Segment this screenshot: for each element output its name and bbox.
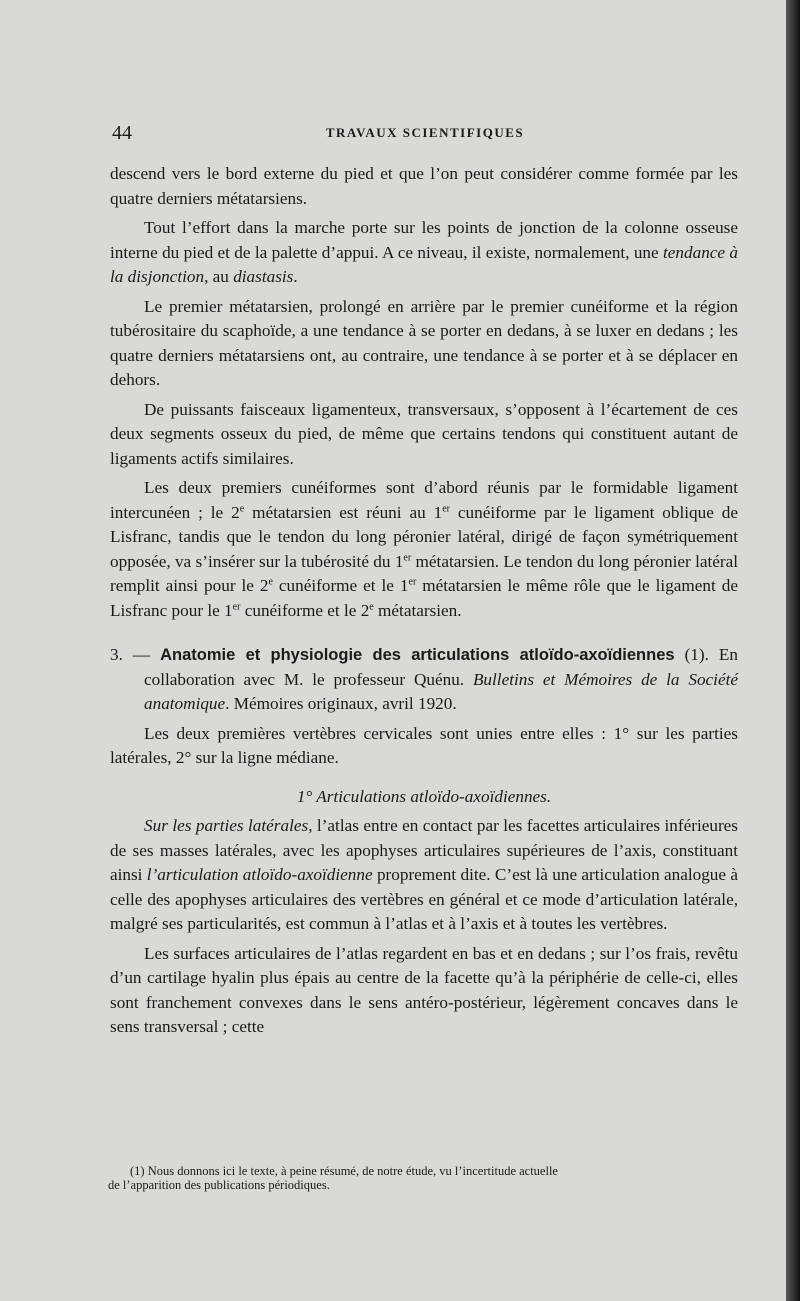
italic-run: Sur les parties latérales xyxy=(144,816,309,835)
section-heading xyxy=(110,785,738,810)
paragraph xyxy=(110,162,738,211)
page-number: 44 xyxy=(112,122,132,144)
entry-title: Anatomie et physiologie des articulations atloïdo-axoïdiennes xyxy=(160,646,675,664)
text-run: . xyxy=(546,786,552,806)
text-run: . xyxy=(293,267,298,286)
footnote-line-1: (1) Nous donnons ici le texte, à peine résumé, de notre étude, vu l’incertitude actuelle xyxy=(130,1164,558,1178)
text-run: , l’atlas entre en contact par les facettes articulaires inférieures de ses masses latérales, avec les apophyses articulaires supérieures de l’axis, constituant ainsi xyxy=(110,816,738,884)
text-run: Les deux premières vertèbres cervicales sont unies entre elles : 1° sur les parties latérales, 2° sur la ligne médiane. xyxy=(110,723,738,767)
paragraph xyxy=(110,476,738,623)
paragraph xyxy=(110,398,738,472)
text-run: Tout l’effort dans la marche porte sur les points de jonction de la colonne osseuse interne du pied et de la palette d’appui. A ce niveau, il existe, normalement, une xyxy=(110,218,738,262)
paragraph xyxy=(110,216,738,290)
paragraph xyxy=(110,722,738,771)
text-run: Les surfaces articulaires de l’atlas regardent en bas et en dedans ; sur l’os frais, revêtu d’un cartilage hyalin plus épais au centre de la facette qu’à la périphérie de celle-ci, elles sont franchement convexes dans le sens antéro-postérieur, légèrement concaves dans le sens transversal ; cette xyxy=(110,943,738,1036)
footnote-line-2: de l’apparition des publications périodiques. xyxy=(108,1178,330,1192)
text-run: métatarsien est réuni au 1 xyxy=(244,502,443,522)
text-run: proprement dite. C’est là une articulation analogue à celle des apophyses articulaires des vertèbres en général et ce mode d’articulation latérale, malgré ses particularités, est commun à l’atlas et à l’axis et à toutes les vertèbres. xyxy=(110,865,738,933)
page-edge-shadow xyxy=(786,0,800,1301)
text-run: métatarsien. xyxy=(373,600,462,620)
italic-run: l’articulation atloïdo-axoïdienne xyxy=(146,865,373,884)
text-run: 1° xyxy=(296,786,317,806)
text-run: 3. — xyxy=(110,645,161,664)
text-run: Les deux premiers cunéiformes sont d’abord réunis par le formidable ligament intercunéen ; le 2 xyxy=(110,478,738,522)
text-run: métatarsien le même rôle que le ligament de Lisfranc pour le 1 xyxy=(110,576,738,620)
paragraph xyxy=(110,942,738,1040)
body-text xyxy=(110,162,738,1045)
italic-run: Bulletins et Mémoires de la Société anatomique xyxy=(144,669,738,713)
text-run: descend vers le bord externe du pied et que l’on peut considérer comme formée par les quatre derniers métatarsiens. xyxy=(110,164,738,208)
superscript: er xyxy=(403,551,412,563)
superscript: e xyxy=(369,600,374,612)
text-run: métatarsien. Le tendon du long péronier latéral remplit ainsi pour le 2 xyxy=(110,551,738,595)
page-header xyxy=(112,122,738,148)
text-run: Le premier métatarsien, prolongé en arrière par le premier cunéiforme et la région tubérositaire du scaphoïde, a une tendance à se porter en dedans, à se luxer en dedans ; les quatre derniers métatarsiens ont, au contraire, une tendance à se porter et à se déplacer en dehors. xyxy=(110,296,738,389)
running-title: TRAVAUX SCIENTIFIQUES xyxy=(325,125,525,140)
superscript: e xyxy=(268,576,273,588)
text-run: cunéiforme par le ligament oblique de Lisfranc, tandis que le tendon du long péronier latéral, dirigé de façon symétriquement opposée, va s’insérer sur la tubérosité du 1 xyxy=(110,502,738,571)
text-run: cunéiforme et le 2 xyxy=(240,600,370,620)
superscript: er xyxy=(232,600,241,612)
superscript: er xyxy=(442,502,450,514)
superscript: er xyxy=(408,576,417,588)
text-run: De puissants faisceaux ligamenteux, transversaux, s’opposent à l’écartement de ces deux segments osseux du pied, de même que certains tendons qui constituent autant de ligaments actifs similaires. xyxy=(110,399,738,468)
italic-run: diastasis xyxy=(233,267,294,286)
text-run: (1). En collaboration avec M. le professeur Quénu. xyxy=(144,645,739,689)
paragraph xyxy=(110,295,738,393)
superscript: e xyxy=(239,502,245,514)
text-run: , au xyxy=(204,267,234,286)
italic-run: tendance à la disjonction xyxy=(110,242,738,286)
text-run: . Mémoires originaux, avril 1920. xyxy=(225,694,457,713)
bibliography-entry xyxy=(110,643,738,717)
paragraph xyxy=(110,814,738,937)
text-run: cunéiforme et le 1 xyxy=(272,576,409,595)
italic-run: Articulations atloïdo-axoïdiennes xyxy=(316,786,547,806)
footnote xyxy=(108,1164,738,1192)
